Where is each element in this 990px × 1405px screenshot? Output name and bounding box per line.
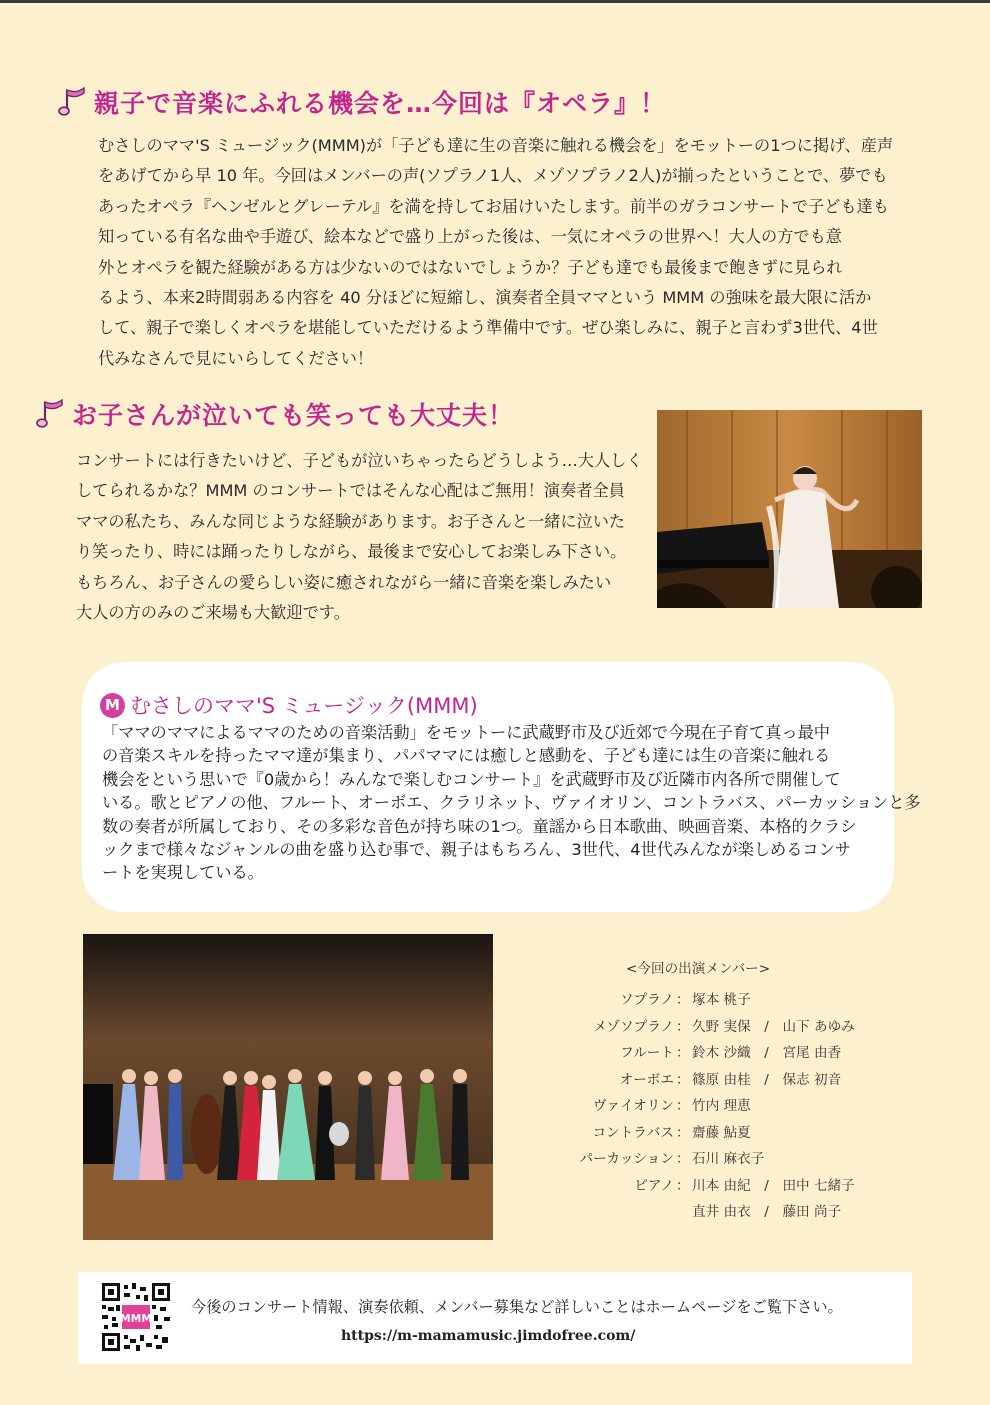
about-body xyxy=(102,721,921,885)
member-colon: ： xyxy=(676,1177,690,1194)
about-line: 「ママのママによるママのための音楽活動」をモットーに武蔵野市及び近郊で今現在子育て真っ最中 xyxy=(102,723,830,742)
section2-heading-text: お子さんが泣いても笑っても大丈夫！ xyxy=(72,401,515,430)
section2-line: コンサートには行きたいけど、子どもが泣いちゃったらどうしよう…大人しく xyxy=(76,451,643,470)
member-row xyxy=(540,1068,900,1090)
member-colon: ： xyxy=(676,1045,690,1061)
member-colon: ： xyxy=(676,1151,690,1167)
member-names: 竹内 理恵 xyxy=(692,1098,751,1114)
qr-code[interactable] xyxy=(102,1283,170,1351)
member-row xyxy=(540,1121,900,1143)
about-line: の音楽スキルを持ったママ達が集まり、パパママには癒しと感動を、子ども達には生の音楽に触れる xyxy=(102,746,831,766)
section1-heading-text: 親子で音楽にふれる機会を…今回は『オペラ』！ xyxy=(94,89,667,118)
section1-line: して、親子で楽しくオペラを堪能していただけるよう準備中です。ぜひ楽しみに、親子と言わず3世代、4世 xyxy=(98,318,878,338)
section2-line: ママの私たち、みんな同じような経験があります。お子さんと一緒に泣いた xyxy=(76,511,626,531)
member-row xyxy=(540,1041,900,1063)
homepage-link[interactable]: https://m-mamamusic.jimdofree.com/ xyxy=(341,1328,636,1344)
member-names: 齋藤 鮎夏 xyxy=(692,1124,751,1141)
section1-body xyxy=(98,131,893,374)
section2-line: もちろん、お子さんの愛らしい姿に癒されながら一緒に音楽を楽しみたい xyxy=(76,572,612,592)
section1-line: むさしのママ'S ミュージック(MMM)が「子ども達に生の音楽に触れる機会を」をモットーの1つに掲げ、産声 xyxy=(98,136,894,155)
footer-info-text: 今後のコンサート情報、演奏依頼、メンバー募集など詳しいことはホームページをご覧下さい。 xyxy=(191,1298,843,1316)
svg-text:MMM: MMM xyxy=(119,1312,153,1325)
section1-line: 代みなさんで見にいらしてください！ xyxy=(98,348,374,368)
about-title-text: むさしのママ'S ミュージック(MMM) xyxy=(130,694,478,718)
section1-line: 知っている有名な曲や手遊び、絵本などで盛り上がった後は、一気にオペラの世界へ！大人の方でも意 xyxy=(98,227,842,247)
section1-line: あったオペラ『ヘンゼルとグレーテル』を満を持してお届けいたします。前半のガラコンサートで子ども達も xyxy=(98,196,889,216)
member-names: 塚本 桃子 xyxy=(692,992,751,1008)
section1-line: 外とオペラを観た経験がある方は少ないのではないでしょうか？子ども達でも最後まで飽きずに見られ xyxy=(98,257,843,277)
footer-box xyxy=(78,1272,912,1364)
member-list-title: <今回の出演メンバー> xyxy=(626,961,771,977)
member-row xyxy=(540,1174,900,1196)
section1-line: るよう、本来2時間弱ある内容を 40 分ほどに短縮し、演奏者全員ママという MMM の強味を最大限に活か xyxy=(98,288,872,308)
section2-line: してられるかな？MMM のコンサートではそんな心配はご無用！演奏者全員 xyxy=(76,481,625,501)
member-colon: ： xyxy=(676,1124,690,1141)
music-note-icon xyxy=(58,84,88,120)
music-note-icon xyxy=(36,396,66,432)
section2-body xyxy=(76,446,643,628)
member-role: コントラバス xyxy=(592,1124,674,1141)
member-names: 久野 実保 / 山下 あゆみ xyxy=(692,1018,855,1035)
about-line: ックまで様々なジャンルの曲を盛り込む事で、親子はもちろん、3世代、4世代みんなが楽しめるコンサ xyxy=(102,840,851,860)
section2-line: り笑ったり、時には踊ったりしながら、最後まで安心してお楽しみ下さい。 xyxy=(76,542,627,562)
about-line: ートを実現している。 xyxy=(102,863,264,883)
section2-line: 大人の方のみのご来場も大歓迎です。 xyxy=(76,603,350,623)
about-line: いる。歌とピアノの他、フルート、オーボエ、クラリネット、ヴァイオリン、コントラバス、パーカッションと多 xyxy=(102,793,921,813)
member-role: パーカッション xyxy=(579,1151,674,1167)
member-role: フルート xyxy=(620,1045,674,1061)
member-names: 石川 麻衣子 xyxy=(692,1151,765,1167)
section2-heading xyxy=(36,396,514,432)
member-role: ソプラノ xyxy=(620,992,674,1008)
member-colon: ： xyxy=(676,992,690,1008)
member-role: オーボエ xyxy=(619,1071,674,1088)
member-colon: ： xyxy=(676,1098,690,1114)
member-role: ピアノ xyxy=(634,1177,674,1194)
member-names: 直井 由衣 / 藤田 尚子 xyxy=(692,1204,842,1220)
top-border xyxy=(0,0,990,3)
about-panel xyxy=(82,662,921,912)
member-row xyxy=(540,1094,900,1116)
member-row xyxy=(540,988,900,1010)
member-row xyxy=(540,1015,900,1037)
about-title xyxy=(100,690,478,720)
about-line: 数の奏者が所属しており、その多彩な音色が持ち味の1つ。童謡から日本歌曲、映画音楽、本格的クラシ xyxy=(102,816,857,836)
member-names: 川本 由紀 / 田中 七緒子 xyxy=(692,1177,855,1194)
member-row xyxy=(540,1200,900,1222)
singer-photo xyxy=(657,410,922,608)
member-row xyxy=(540,1147,900,1169)
section1-heading xyxy=(58,84,666,120)
group-photo xyxy=(83,934,493,1240)
member-role: ヴァイオリン xyxy=(592,1098,674,1114)
about-line: 機会をという思いで『0歳から！みんなで楽しむコンサート』を武蔵野市及び近隣市内各所で開催して xyxy=(102,769,841,789)
member-role: メゾソプラノ xyxy=(593,1018,674,1035)
section1-line: をあげてから早 10 年。今回はメンバーの声(ソプラノ1人、メゾソプラノ2人)が揃ったということで、夢でも xyxy=(98,166,888,186)
member-names: 鈴木 沙織 / 宮尾 由香 xyxy=(692,1045,842,1061)
member-colon: ： xyxy=(676,1018,690,1035)
member-colon: ： xyxy=(676,1071,690,1088)
member-names: 篠原 由桂 / 保志 初音 xyxy=(692,1071,842,1088)
mmm-logo-icon: M xyxy=(100,693,125,718)
